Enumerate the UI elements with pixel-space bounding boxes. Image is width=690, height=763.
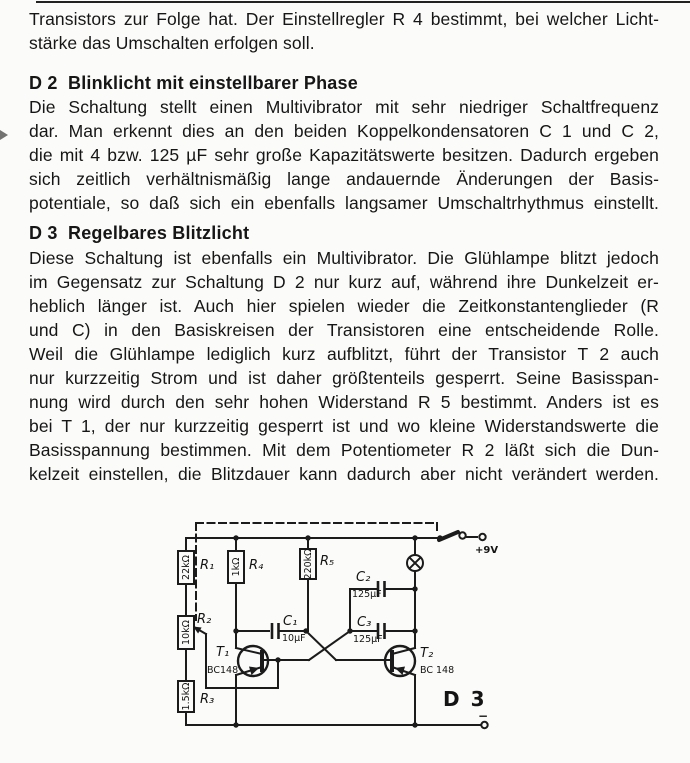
value-r2: 10kΩ	[181, 620, 192, 645]
circuit-diagram-d3	[0, 505, 690, 763]
text-line: Basisspannung bestimmen. Mit dem Potentiometer R 2 läßt sich die Dun-	[29, 440, 659, 460]
section-heading-d2: D 2 Blinklicht mit einstellbarer Phase	[29, 73, 358, 93]
text-line: nur kurzzeitig Strom und ist daher größtenteils gesperrt. Seine Basisspan-	[29, 368, 659, 388]
value-r3: 1.5kΩ	[181, 682, 192, 711]
text-line: dar. Man erkennt dies an den beiden Koppelkondensatoren C 1 und C 2,	[29, 121, 659, 141]
section-heading-d3: D 3 Regelbares Blitzlicht	[29, 223, 250, 243]
margin-print-artifact	[0, 130, 8, 140]
text-line: stärke das Umschalten erfolgen soll.	[29, 33, 315, 53]
positive-terminal	[479, 534, 485, 540]
text-line: heblich länger ist. Auch hier spielen wieder die Zeitkonstantenglieder (R	[29, 296, 659, 316]
text-line: Weil die Glühlampe lediglich kurz aufblitzt, führt der Transistor T 2 auch	[29, 344, 659, 364]
value-r5: 220kΩ	[303, 548, 314, 580]
label-c3: C₃	[357, 615, 372, 630]
label-r2: R₂	[197, 612, 212, 627]
value-r1: 22kΩ	[181, 555, 192, 580]
label-r4: R₄	[249, 558, 264, 573]
value-c1: 10µF	[282, 633, 306, 644]
label-r3: R₃	[200, 692, 215, 707]
text-line: potentiale, so daß sich ein ebenfalls langsamer Umschaltrhythmus einstellt.	[29, 193, 659, 213]
text-line: Transistors zur Folge hat. Der Einstellregler R 4 bestimmt, bei welcher Licht-	[29, 9, 659, 29]
type-t2: BC 148	[420, 665, 455, 676]
section-body-d2	[29, 95, 659, 215]
label-r1: R₁	[200, 558, 215, 573]
figure-label: D 3	[443, 687, 487, 711]
text-line: kelzeit einstellen, die Blitzdauer kann dadurch aber nicht verändert werden.	[29, 464, 659, 484]
text-line: und C) in den Basiskreisen der Transistoren eine entscheidende Rolle.	[29, 320, 659, 340]
label-t1: T₁	[216, 645, 230, 660]
label-c1: C₁	[283, 614, 298, 629]
text-line: die mit 4 bzw. 125 µF sehr große Kapazitätswerte besitzen. Dadurch ergeben	[29, 145, 659, 165]
text-line: im Gegensatz zur Schaltung D 2 nur kurz auf, während ihre Dunkelzeit er-	[29, 272, 659, 292]
text-line: nung wird durch den sehr hohen Widerstand R 5 bestimmt. Anders ist es	[29, 392, 659, 412]
transistor-t1-icon	[238, 646, 268, 676]
supply-positive-label: +9V	[475, 545, 499, 556]
scan-edge-line	[36, 1, 690, 3]
lamp-icon	[407, 555, 423, 571]
value-r4: 1kΩ	[231, 557, 242, 577]
section-body-d3	[29, 246, 659, 486]
text-line: bei T 1, der nur kurzzeitig gesperrt ist und wo kleine Widerstandswerte die	[29, 416, 659, 436]
value-c2: 125µF	[352, 589, 382, 600]
supply-negative-label: −	[478, 709, 489, 723]
intro-paragraph	[29, 7, 659, 55]
capacitor-c1-icon	[272, 623, 279, 639]
text-line: sich zeitlich verhältnismäßig lange andauernde Änderungen der Basis-	[29, 169, 659, 189]
label-c2: C₂	[356, 570, 371, 585]
text-line: Die Schaltung stellt einen Multivibrator mit sehr niedriger Schaltfrequenz	[29, 97, 659, 117]
type-t1: BC148	[207, 665, 239, 676]
text-line: Diese Schaltung ist ebenfalls ein Multivibrator. Die Glühlampe blitzt jedoch	[29, 248, 659, 268]
t1-base-wire	[262, 631, 350, 660]
switch-icon	[439, 532, 478, 540]
label-t2: T₂	[420, 646, 434, 661]
value-c3: 125µF	[353, 634, 383, 645]
label-r5: R₅	[320, 554, 335, 569]
